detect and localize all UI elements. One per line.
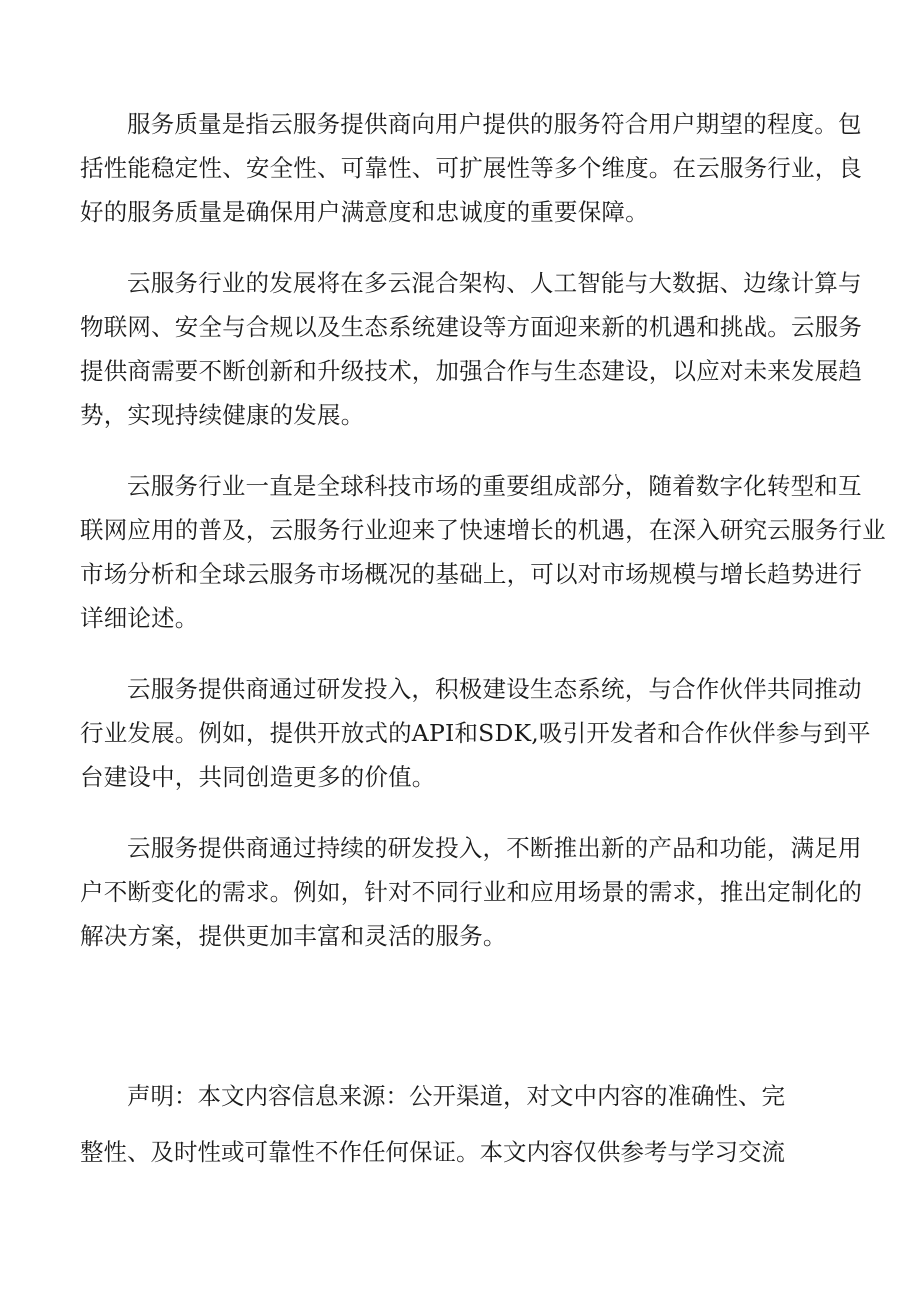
paragraph-line: 云服务行业的发展将在多云混合架构、人工智能与大数据、边缘计算与 xyxy=(127,269,862,297)
paragraph-service-quality xyxy=(80,102,863,234)
paragraph-ecosystem xyxy=(80,667,871,799)
paragraph-line: 云服务提供商通过持续的研发投入，不断推出新的产品和功能，满足用 xyxy=(127,834,862,862)
paragraph-line: 详细论述。 xyxy=(80,604,199,632)
document-body xyxy=(80,102,886,985)
paragraph-line: 云服务提供商通过研发投入，积极建设生态系统，与合作伙伴共同推动 xyxy=(127,675,862,703)
paragraph-line: 市场分析和全球云服务市场概况的基础上，可以对市场规模与增长趋势进行 xyxy=(80,560,863,588)
paragraph-line: 户不断变化的需求。例如，针对不同行业和应用场景的需求，推出定制化的 xyxy=(80,878,863,906)
disclaimer-notice xyxy=(80,1068,844,1180)
paragraph-line: 联网应用的普及，云服务行业迎来了快速增长的机遇，在深入研究云服务行业 xyxy=(80,516,886,544)
paragraph-line: 提供商需要不断创新和升级技术，加强合作与生态建设，以应对未来发展趋 xyxy=(80,357,863,385)
disclaimer-line: 整性、及时性或可靠性不作任何保证。本文内容仅供参考与学习交流 xyxy=(80,1138,785,1166)
paragraph-line: 云服务行业一直是全球科技市场的重要组成部分，随着数字化转型和互 xyxy=(127,472,862,500)
paragraph-line: 台建设中，共同创造更多的价值。 xyxy=(80,763,436,791)
paragraph-line: 括性能稳定性、安全性、可靠性、可扩展性等多个维度。在云服务行业，良 xyxy=(80,154,863,182)
paragraph-line: 行业发展。例如，提供开放式的API和SDK,吸引开发者和合作伙伴参与到平 xyxy=(80,719,871,747)
paragraph-line: 势，实现持续健康的发展。 xyxy=(80,401,365,429)
disclaimer-line: 声明：本文内容信息来源：公开渠道，对文中内容的准确性、完 xyxy=(127,1082,785,1110)
paragraph-industry-development xyxy=(80,261,863,437)
paragraph-product-innovation xyxy=(80,826,863,958)
paragraph-market-overview xyxy=(80,464,886,640)
paragraph-line: 服务质量是指云服务提供商向用户提供的服务符合用户期望的程度。包 xyxy=(127,110,862,138)
paragraph-line: 解决方案，提供更加丰富和灵活的服务。 xyxy=(80,922,507,950)
paragraph-line: 好的服务质量是确保用户满意度和忠诚度的重要保障。 xyxy=(80,198,649,226)
paragraph-line: 物联网、安全与合规以及生态系统建设等方面迎来新的机遇和挑战。云服务 xyxy=(80,313,863,341)
